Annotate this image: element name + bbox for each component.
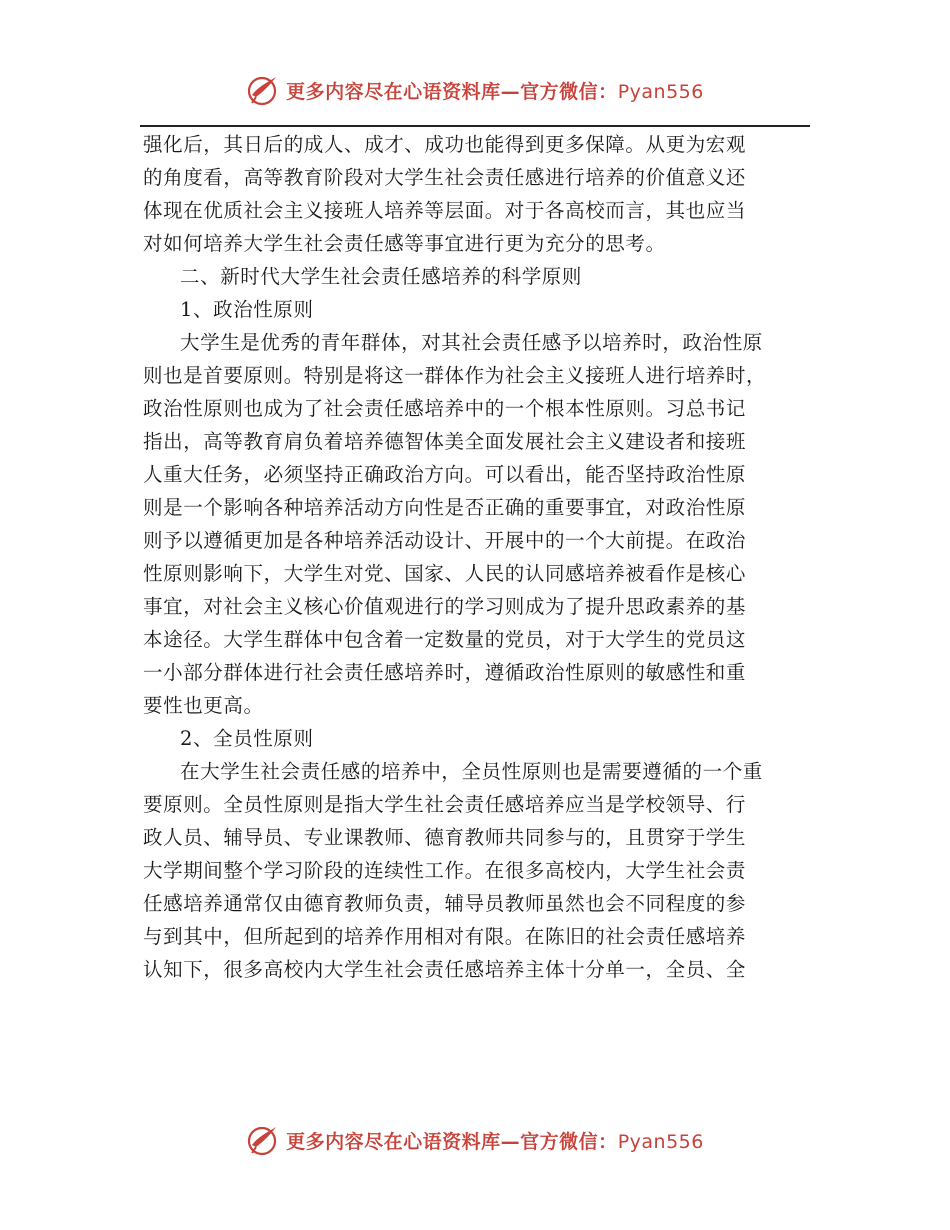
text-line: 要性也更高。 [143, 694, 264, 717]
text-line: 性原则影响下，大学生对党、国家、人民的认同感培养被看作是核心 [143, 562, 747, 585]
text-line: 则也是首要原则。特别是将这一群体作为社会主义接班人进行培养时， [143, 364, 767, 387]
footer-banner [0, 1120, 950, 1160]
header-banner-text [286, 77, 704, 104]
text-line: 认知下，很多高校内大学生社会责任感培养主体十分单一，全员、全 [143, 958, 747, 981]
text-line: 本途径。大学生群体中包含着一定数量的党员，对于大学生的党员这 [143, 628, 747, 651]
footer-banner-account: Pyan556 [617, 1130, 704, 1153]
document-body [143, 128, 811, 986]
text-line: 事宜，对社会主义核心价值观进行的学习则成为了提升思政素养的基 [143, 595, 747, 618]
text-line: 体现在优质社会主义接班人培养等层面。对于各高校而言，其也应当 [143, 199, 747, 222]
text-line: 任感培养通常仅由德育教师负责，辅导员教师虽然也会不同程度的参 [143, 892, 747, 915]
footer-banner-text [286, 1127, 704, 1154]
subsection-heading: 1、政治性原则 [180, 298, 314, 321]
text-line: 与到其中，但所起到的培养作用相对有限。在陈旧的社会责任感培养 [143, 925, 747, 948]
text-line: 一小部分群体进行社会责任感培养时，遵循政治性原则的敏感性和重 [143, 661, 747, 684]
header-banner-contact: 官方微信： [520, 80, 618, 103]
brand-logo-icon [246, 73, 280, 107]
footer-banner-contact: 官方微信： [520, 1130, 618, 1153]
text-line: 指出，高等教育肩负着培养德智体美全面发展社会主义建设者和接班 [143, 430, 747, 453]
text-line: 大学期间整个学习阶段的连续性工作。在很多高校内，大学生社会责 [143, 859, 747, 882]
text-line: 人重大任务，必须坚持正确政治方向。可以看出，能否坚持政治性原 [143, 463, 747, 486]
footer-banner-main: 更多内容尽在心语资料库 [286, 1130, 501, 1153]
brand-logo-icon [246, 1123, 280, 1157]
header-banner-account: Pyan556 [617, 80, 704, 103]
text-line: 的角度看，高等教育阶段对大学生社会责任感进行培养的价值意义还 [143, 166, 747, 189]
text-line: 要原则。全员性原则是指大学生社会责任感培养应当是学校领导、行 [143, 793, 747, 816]
text-line: 对如何培养大学生社会责任感等事宜进行更为充分的思考。 [143, 232, 666, 255]
section-heading: 二、新时代大学生社会责任感培养的科学原则 [180, 265, 583, 288]
text-line: 大学生是优秀的青年群体，对其社会责任感予以培养时，政治性原 [180, 331, 763, 354]
header-rule [140, 125, 810, 127]
subsection-heading: 2、全员性原则 [180, 727, 314, 750]
footer-banner-sep: — [500, 1130, 521, 1153]
text-line: 政治性原则也成为了社会责任感培养中的一个根本性原则。习总书记 [143, 397, 747, 420]
text-line: 则予以遵循更加是各种培养活动设计、开展中的一个大前提。在政治 [143, 529, 747, 552]
text-line: 政人员、辅导员、专业课教师、德育教师共同参与的，且贯穿于学生 [143, 826, 747, 849]
header-banner [0, 70, 950, 110]
text-line: 在大学生社会责任感的培养中，全员性原则也是需要遵循的一个重 [180, 760, 763, 783]
header-banner-sep: — [500, 80, 521, 103]
header-banner-main: 更多内容尽在心语资料库 [286, 80, 501, 103]
text-line: 则是一个影响各种培养活动方向性是否正确的重要事宜，对政治性原 [143, 496, 747, 519]
text-line: 强化后，其日后的成人、成才、成功也能得到更多保障。从更为宏观 [143, 133, 747, 156]
